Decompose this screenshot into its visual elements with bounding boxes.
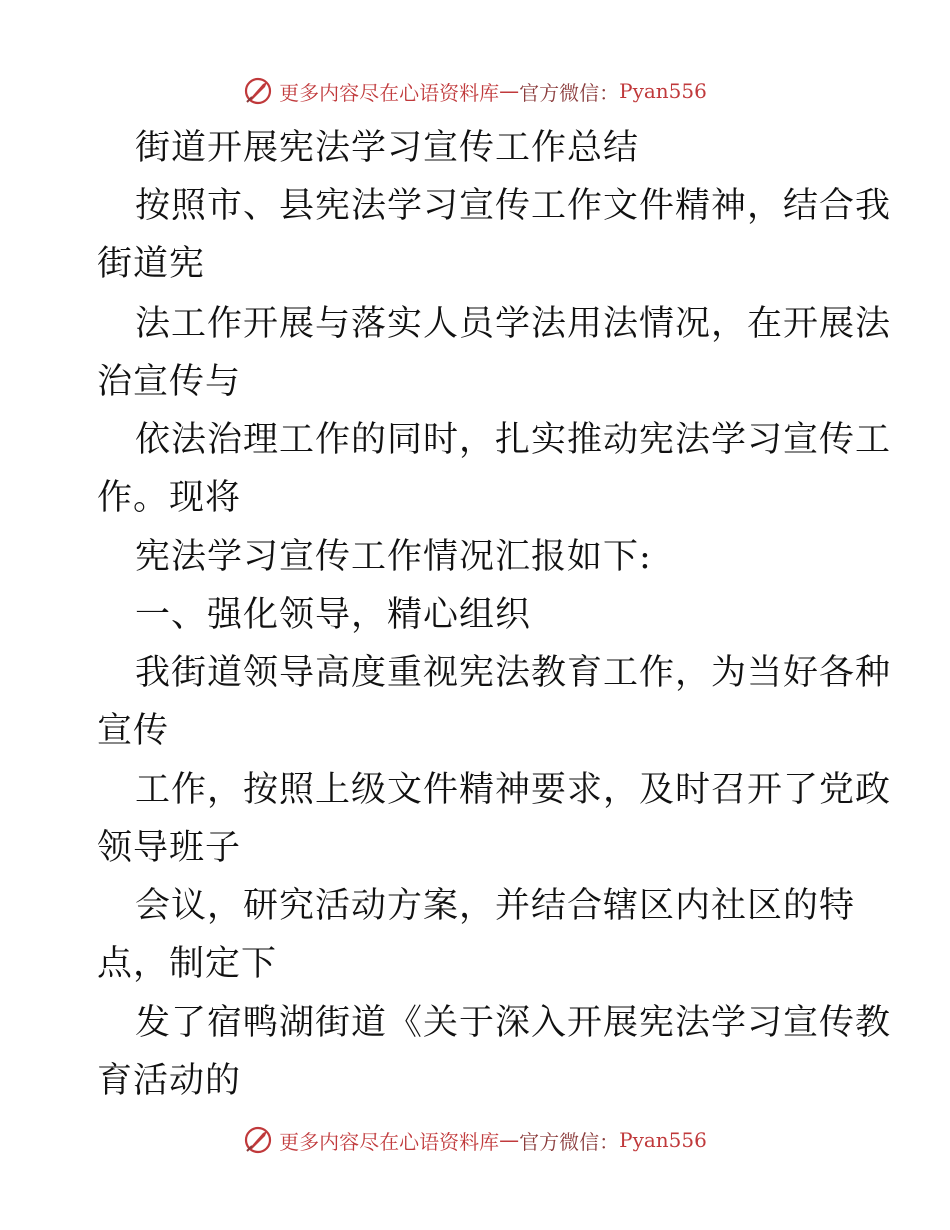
paragraph-line: 工作，按照上级文件精神要求，及时召开了党政 [135, 770, 892, 810]
document-title: 街道开展宪法学习宣传工作总结 [135, 128, 640, 168]
header-banner [0, 71, 950, 111]
paragraph-line: 宣传 [97, 711, 170, 751]
paragraph-line: 育活动的 [97, 1061, 242, 1101]
paragraph-line: 依法治理工作的同时，扎实推动宪法学习宣传工 [135, 420, 892, 460]
paragraph-line: 发了宿鸭湖街道《关于深入开展宪法学习宣传教 [135, 1003, 892, 1043]
paragraph-line: 法工作开展与落实人员学法用法情况，在开展法 [135, 304, 892, 344]
banner-title: 更多内容尽在心语资料库 [279, 1129, 500, 1154]
banner-wechat-label: 官方微信： [519, 80, 620, 105]
section-heading: 一、强化领导，精心组织 [135, 595, 532, 635]
paragraph-line: 宪法学习宣传工作情况汇报如下: [135, 537, 652, 577]
banner-title: 更多内容尽在心语资料库 [279, 80, 500, 105]
paragraph-line: 领导班子 [97, 828, 242, 868]
banner-wechat-handle: Pyan556 [619, 79, 707, 103]
paragraph-line: 作。现将 [97, 478, 242, 518]
paragraph-line: 会议，研究活动方案，并结合辖区内社区的特 [135, 886, 856, 926]
paragraph-line: 我街道领导高度重视宪法教育工作，为当好各种 [135, 653, 892, 693]
footer-banner [0, 1120, 950, 1160]
banner-wechat-label: 官方微信： [519, 1129, 620, 1154]
paragraph-line: 街道宪 [97, 244, 206, 284]
quill-logo-icon [243, 1125, 273, 1155]
paragraph-line: 点，制定下 [97, 944, 278, 984]
banner-dash: — [499, 1128, 520, 1152]
paragraph-line: 治宣传与 [97, 362, 242, 402]
banner-dash: — [499, 79, 520, 103]
banner-wechat-handle: Pyan556 [619, 1128, 707, 1152]
quill-logo-icon [243, 76, 273, 106]
paragraph-line: 按照市、县宪法学习宣传工作文件精神，结合我 [135, 186, 892, 226]
